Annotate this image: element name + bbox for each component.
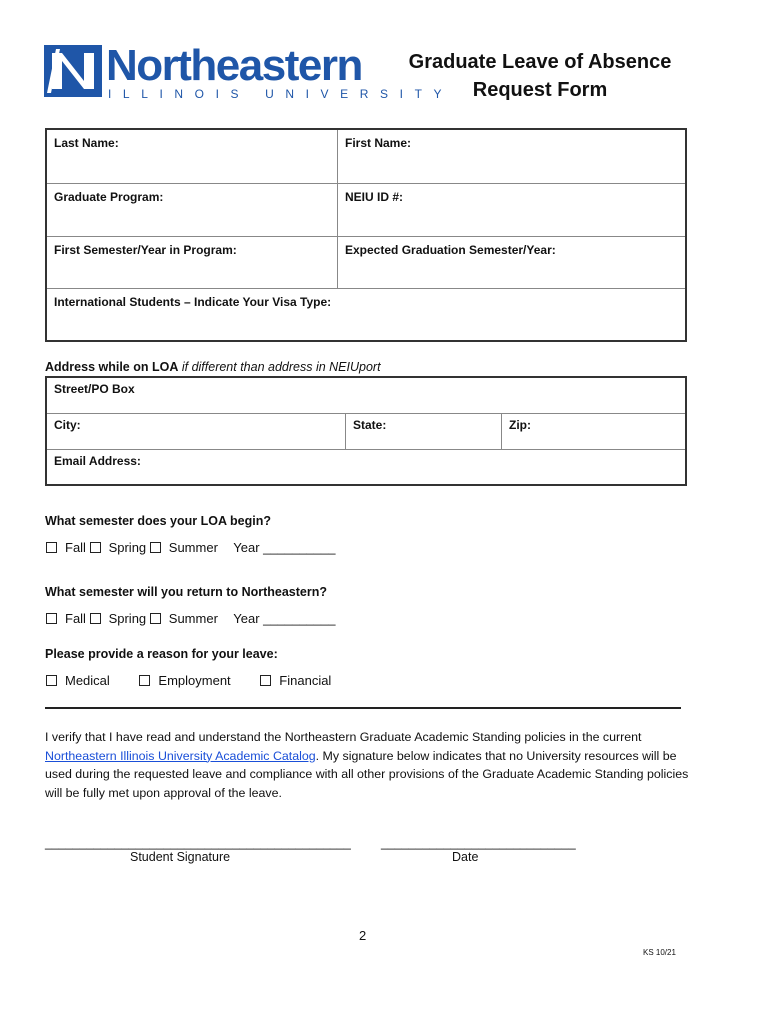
first-semester-label: First Semester/Year in Program:	[54, 243, 237, 257]
begin-fall-option[interactable]: Fall	[46, 540, 86, 555]
date-label: Date	[452, 850, 479, 864]
first-name-field[interactable]	[338, 130, 685, 183]
academic-catalog-link[interactable]: Northeastern Illinois University Academic Catalog	[45, 748, 316, 763]
city-field[interactable]	[47, 414, 345, 449]
return-fall-option[interactable]: Fall	[46, 611, 86, 626]
expected-graduation-label: Expected Graduation Semester/Year:	[345, 243, 556, 257]
first-semester-field[interactable]	[47, 237, 337, 288]
city-label: City:	[54, 418, 81, 432]
return-summer-option[interactable]: Summer	[150, 611, 218, 626]
state-field[interactable]	[346, 414, 501, 449]
form-title-line1: Graduate Leave of Absence	[408, 51, 672, 73]
page-number: 2	[359, 928, 367, 943]
begin-year-field[interactable]: Year __________	[233, 540, 336, 555]
form-title-line2: Request Form	[472, 79, 608, 101]
checkbox-icon[interactable]	[46, 613, 57, 624]
checkbox-icon[interactable]	[139, 675, 150, 686]
reason-financial-option[interactable]: Financial	[260, 673, 331, 688]
address-table	[45, 376, 687, 486]
reason-question: Please provide a reason for your leave:	[45, 647, 278, 661]
return-question: What semester will you return to Northeastern?	[45, 585, 327, 599]
reason-employment-option[interactable]: Employment	[139, 673, 230, 688]
email-field[interactable]	[47, 450, 685, 484]
reason-options	[46, 673, 331, 688]
form-title	[400, 48, 680, 104]
zip-label: Zip:	[509, 418, 531, 432]
student-signature-label: Student Signature	[130, 850, 231, 864]
student-info-table	[45, 128, 687, 342]
university-logo-subtitle: ILLINOIS UNIVERSITY	[108, 87, 454, 101]
neiu-id-field[interactable]	[338, 184, 685, 236]
visa-type-field[interactable]	[47, 289, 685, 340]
zip-field[interactable]	[502, 414, 685, 449]
checkbox-icon[interactable]	[90, 613, 101, 624]
student-signature-line[interactable]: ____________________________________________	[45, 836, 351, 850]
return-options	[46, 611, 335, 626]
graduate-program-label: Graduate Program:	[54, 190, 164, 204]
section-divider	[45, 707, 681, 709]
verification-statement: I verify that I have read and understand the Northeastern Graduate Academic Standing policies in the current Northeastern Illinois University Academic Catalog. My signature below indicates that no University resources will be used during the requested leave and compliance with all other provisions of the Graduate Academic Standing policies will be fully met upon approval of the leave.	[45, 730, 689, 800]
form-code: KS 10/21	[643, 948, 676, 957]
last-name-label: Last Name:	[54, 136, 119, 150]
last-name-field[interactable]	[47, 130, 337, 183]
date-line[interactable]: ____________________________	[381, 836, 576, 850]
begin-summer-option[interactable]: Summer	[150, 540, 218, 555]
graduate-program-field[interactable]	[47, 184, 337, 236]
street-label: Street/PO Box	[54, 382, 135, 396]
university-logo-mark	[44, 45, 102, 97]
address-heading-note: if different than address in NEIUport	[181, 360, 381, 374]
checkbox-icon[interactable]	[150, 613, 161, 624]
begin-options	[46, 540, 335, 555]
state-label: State:	[353, 418, 387, 432]
university-logo-name: Northeastern	[106, 41, 362, 90]
expected-graduation-field[interactable]	[338, 237, 685, 288]
reason-medical-option[interactable]: Medical	[46, 673, 110, 688]
checkbox-icon[interactable]	[46, 675, 57, 686]
visa-type-label: International Students – Indicate Your Visa Type:	[54, 295, 332, 309]
checkbox-icon[interactable]	[90, 542, 101, 553]
neiu-id-label: NEIU ID #:	[345, 190, 404, 204]
email-label: Email Address:	[54, 454, 141, 468]
address-heading	[45, 360, 381, 374]
return-spring-option[interactable]: Spring	[90, 611, 147, 626]
checkbox-icon[interactable]	[150, 542, 161, 553]
address-heading-bold: Address while on LOA	[45, 360, 179, 374]
street-field[interactable]	[47, 378, 685, 413]
begin-question: What semester does your LOA begin?	[45, 514, 271, 528]
return-year-field[interactable]: Year __________	[233, 611, 336, 626]
first-name-label: First Name:	[345, 136, 412, 150]
checkbox-icon[interactable]	[46, 542, 57, 553]
begin-spring-option[interactable]: Spring	[90, 540, 147, 555]
checkbox-icon[interactable]	[260, 675, 271, 686]
